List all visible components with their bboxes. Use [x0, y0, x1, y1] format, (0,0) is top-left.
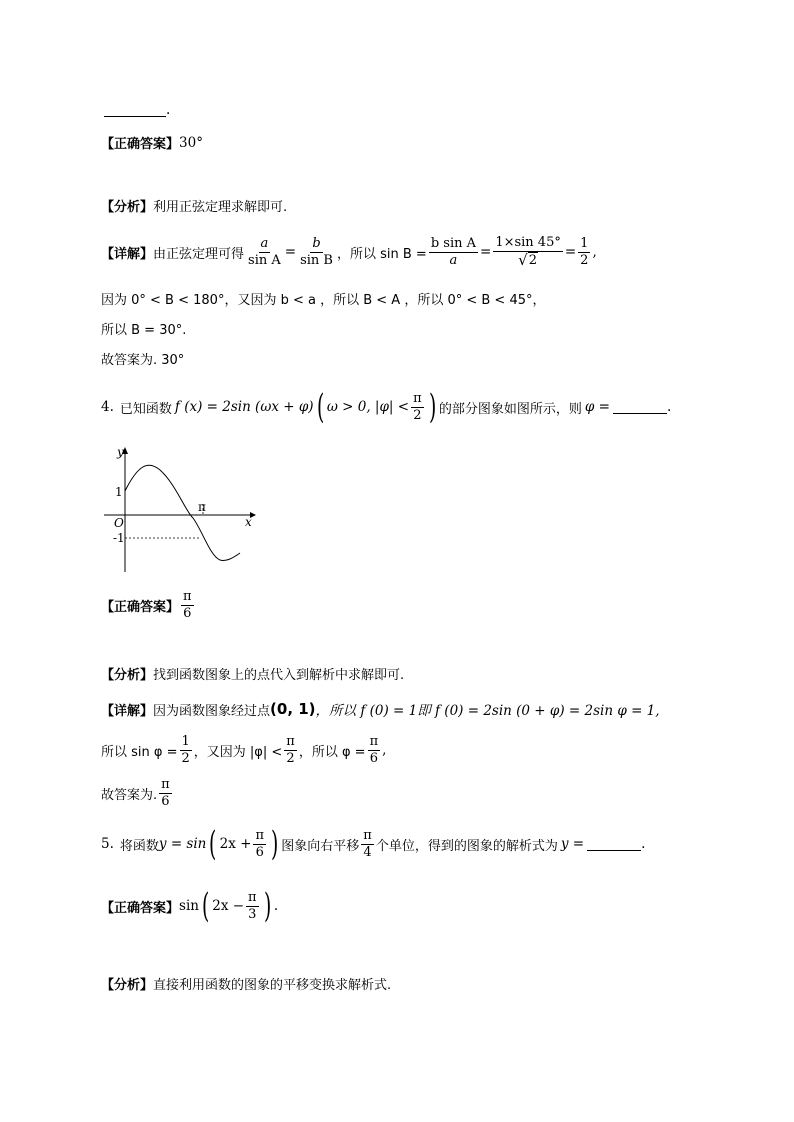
answer-label: 【正确答案】 [101, 900, 180, 916]
answer-value: $\frac{\pi}{6}$ [183, 588, 192, 621]
tick-pi: π [198, 500, 206, 514]
function-expr: f (x) = 2sin (ωx + φ) [174, 399, 314, 415]
question-number: 4. [101, 399, 114, 415]
fraction: $\frac{a}{\text{sin A}}$ [248, 235, 281, 268]
answer-blank [587, 838, 641, 851]
q5-question: 5. 将函数 y = sin ( 2x + $\frac{\pi}{6}$ ) 图象向右平移 $\frac{\pi}{4}$ 个单位，得到的图象的解析式为 y = . [101, 824, 646, 864]
tick-neg1: -1 [113, 531, 125, 545]
q4-detail-line1: 【详解】 因为函数图象经过点 (0, 1) ，所以 f (0) = 1即 f (0) = 2sin (0 + φ) = 2sin φ = 1, [101, 700, 660, 719]
q3-answer [101, 133, 203, 152]
q3-detail-line3: 所以 B = 30°. [101, 323, 187, 338]
detail-label: 【详解】 [101, 246, 154, 262]
point: (0, 1) [270, 700, 316, 718]
q4-detail-line2: 所以 sin φ = $\frac{1}{2}$ ，又因为 |φ| < $\frac{\pi}{2}$ ，所以 φ = $\frac{\pi}{6}$ , [101, 733, 387, 766]
q3-detail-line4: 故答案为. 30° [101, 353, 185, 368]
q4-question: 4. 已知函数 f (x) = 2sin (ωx + φ) ( ω > 0, |φ| < $\frac{\pi}{2}$ ) 的部分图象如图所示，则 φ = . [101, 387, 672, 427]
q3-analysis [101, 196, 287, 215]
tick-1: 1 [115, 485, 123, 499]
top-blank-line [101, 102, 170, 118]
q4-analysis: 【分析】 找到函数图象上的点代入到解析中求解即可. [101, 664, 404, 683]
q5-analysis: 【分析】 直接利用函数的图象的平移变换求解析式. [101, 974, 391, 993]
question-number: 5. [101, 836, 114, 852]
sine-graph [100, 440, 260, 575]
q4-answer [101, 585, 196, 625]
fraction: $\frac{\text{b sin A}}{a}$ [430, 235, 476, 268]
fraction: $\frac{1}{2}$ [580, 235, 589, 268]
fraction: $\frac{b}{\text{sin B}}$ [300, 235, 333, 268]
answer-value: 30° [179, 134, 203, 151]
answer-label: 【正确答案】 [101, 599, 180, 615]
answer-blank [613, 401, 667, 414]
analysis-label: 【分析】 [101, 200, 154, 215]
y-label: y [117, 445, 124, 459]
answer-blank [104, 104, 166, 117]
q3-detail-line2: 因为 0° < B < 180°，又因为 b < a ，所以 B < A ，所以 0° < B < 45°， [101, 293, 546, 308]
q5-answer: 【正确答案】 sin ( 2x − $\frac{\pi}{3}$ ) . [101, 886, 279, 926]
analysis-label: 【分析】 [101, 978, 154, 993]
fraction: 1×sin 45° √ 2 [495, 234, 561, 269]
detail-text: 由正弦定理可得 [153, 246, 245, 262]
period: . [166, 102, 171, 118]
q4-detail-line3: 故答案为. $\frac{\pi}{6}$ [101, 776, 170, 809]
q3-detail-line1: 【详解】 由正弦定理可得 $\frac{a}{\text{sin A}}$ = $\frac{b}{\text{sin B}}$ ，所以 sin B = $\frac{\text{b sin A}}{a}$ = 1×sin 45° √ 2 = $\frac{1}{2}$ , [101, 234, 597, 269]
answer-label: 【正确答案】 [101, 137, 180, 152]
origin-label: O [114, 516, 124, 530]
x-label: x [245, 515, 252, 529]
detail-label: 【详解】 [101, 703, 154, 719]
analysis-text: 利用正弦定理求解即可. [153, 200, 288, 215]
analysis-label: 【分析】 [101, 668, 154, 683]
detail-text: ，所以 sin B = [336, 246, 427, 262]
sine-curve [125, 465, 240, 560]
